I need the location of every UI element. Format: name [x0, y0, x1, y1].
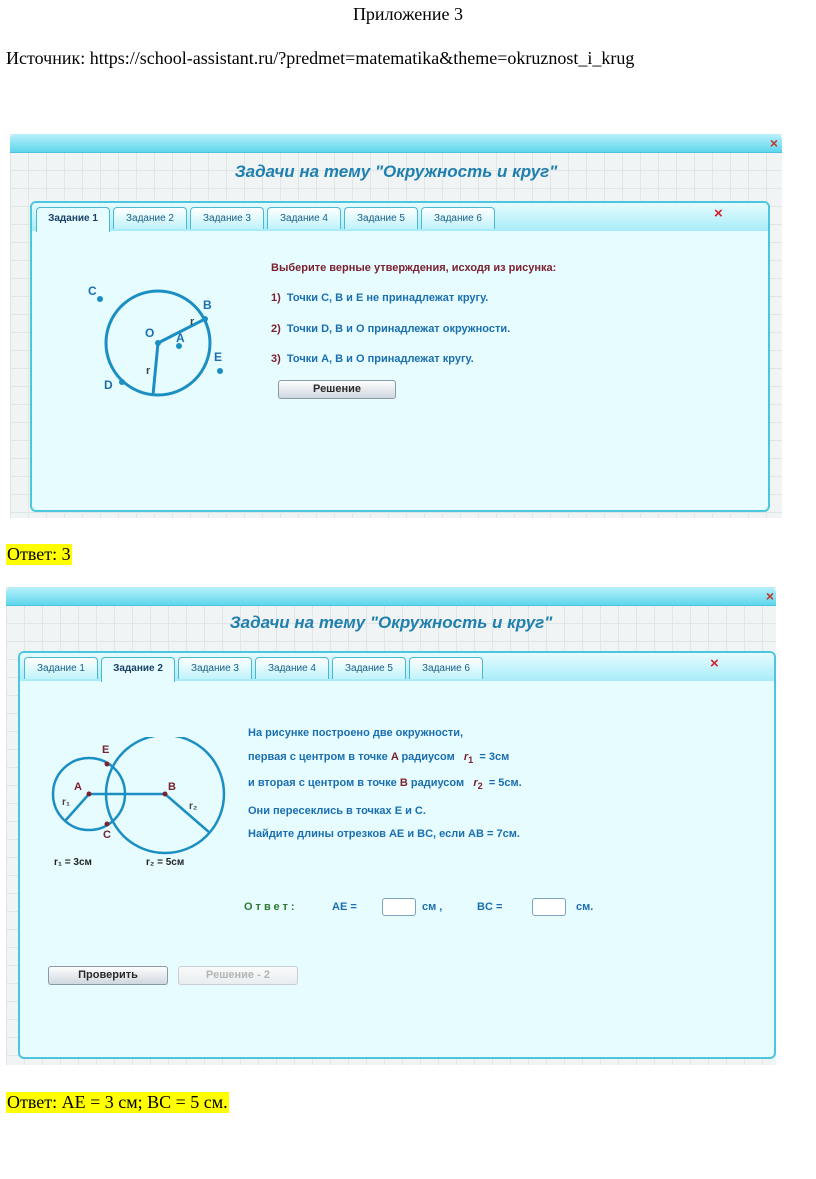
point-e	[217, 368, 223, 374]
tab-task-3[interactable]: Задание 3	[190, 207, 264, 229]
task-container	[30, 201, 770, 512]
label-a: A	[176, 331, 185, 345]
tab-task-5[interactable]: Задание 5	[344, 207, 418, 229]
answer-row	[244, 901, 298, 913]
window-titlebar	[10, 134, 782, 153]
line2-point: A	[390, 751, 399, 763]
task1-screenshot	[10, 134, 782, 518]
task1-question: Выберите верные утверждения, исходя из рисунка:	[271, 262, 557, 274]
task2-line-5: Найдите длины отрезков AE и BC, если AB = 7см.	[248, 828, 520, 840]
line2-text-a: первая с центром в точке	[248, 751, 388, 763]
close-tab-icon[interactable]: ×	[714, 205, 723, 222]
r1-subscript: 1	[468, 755, 474, 766]
task2-line-1: На рисунке построено две окружности,	[248, 727, 464, 739]
option-1-text: Точки C, B и E не принадлежат кругу.	[286, 292, 489, 304]
point-c	[97, 296, 103, 302]
answer-2: Ответ: AE = 3 см; BC = 5 см.	[7, 1092, 228, 1112]
answer-1: Ответ: 3	[7, 544, 71, 564]
unit-1: см ,	[422, 901, 443, 913]
r1-value: r₁ = 3см	[54, 857, 92, 868]
line3-text-a: и вторая с центром в точке	[248, 777, 397, 789]
task2-line-4: Они пересеклись в точках E и C.	[248, 805, 426, 817]
label-r2: r₂	[189, 801, 198, 812]
tab-task-4[interactable]: Задание 4	[255, 657, 329, 679]
tab-bar	[32, 203, 768, 231]
tab-task-3[interactable]: Задание 3	[178, 657, 252, 679]
option-2[interactable]	[271, 323, 510, 335]
two-circles-figure	[40, 737, 240, 877]
radius-r2	[165, 794, 210, 833]
tab-task-6[interactable]: Задание 6	[421, 207, 495, 229]
bc-label: BC =	[477, 901, 503, 913]
line3-point: B	[399, 777, 408, 789]
tab-task-4[interactable]: Задание 4	[267, 207, 341, 229]
tab-bar	[20, 653, 774, 681]
label-r1: r	[190, 316, 195, 328]
r2-symbol: r	[473, 777, 478, 789]
option-3[interactable]	[271, 353, 474, 365]
task-container	[18, 651, 776, 1059]
tab-task-2[interactable]: Задание 2	[101, 657, 175, 682]
r1-value: = 3см	[479, 751, 510, 763]
label-r1: r₁	[62, 797, 71, 808]
label-o: O	[145, 326, 155, 340]
point-a	[87, 792, 92, 797]
tab-task-5[interactable]: Задание 5	[332, 657, 406, 679]
r1-symbol: r	[463, 751, 469, 763]
label-d: D	[104, 378, 113, 392]
window-titlebar	[6, 587, 776, 606]
line3-text-b: радиусом	[410, 777, 465, 789]
radius-od	[153, 343, 158, 395]
label-a: A	[74, 781, 82, 793]
point-c	[105, 822, 110, 827]
option-3-text: Точки A, B и O принадлежат кругу.	[286, 353, 474, 365]
label-b: B	[203, 298, 212, 312]
r2-value: r₂ = 5см	[146, 857, 185, 868]
label-c: C	[88, 284, 97, 298]
tab-task-2[interactable]: Задание 2	[113, 207, 187, 229]
task2-screenshot	[6, 587, 776, 1065]
solution-button[interactable]: Решение	[278, 380, 396, 399]
check-button[interactable]: Проверить	[48, 966, 168, 985]
tab-task-1[interactable]: Задание 1	[24, 657, 98, 679]
task2-line-2	[248, 751, 509, 765]
source-line	[6, 48, 634, 69]
panel-title: Задачи на тему "Окружность и круг"	[229, 613, 553, 632]
window-close-icon[interactable]: ×	[765, 588, 774, 604]
point-d	[119, 379, 125, 385]
close-tab-icon[interactable]: ×	[710, 655, 719, 672]
label-e: E	[102, 744, 110, 756]
line2-text-b: радиусом	[401, 751, 455, 763]
panel-title: Задачи на тему "Окружность и круг"	[234, 162, 558, 181]
tab-task-6[interactable]: Задание 6	[409, 657, 483, 679]
option-3-number: 3)	[271, 353, 281, 365]
point-o	[155, 340, 161, 346]
document-title: Приложение 3	[352, 4, 464, 24]
ae-label: AE =	[332, 901, 357, 913]
r2-value: = 5см.	[488, 777, 522, 789]
option-2-text: Точки D, B и O принадлежат окружности.	[286, 323, 511, 335]
window-close-icon[interactable]: ×	[769, 135, 778, 151]
solution-2-button[interactable]: Решение - 2	[178, 966, 298, 985]
source-label: Источник:	[6, 48, 86, 68]
r2-subscript: 2	[477, 781, 483, 792]
point-e	[105, 762, 110, 767]
option-1[interactable]	[271, 292, 488, 304]
source-url[interactable]: https://school-assistant.ru/?predmet=matematika&theme=okruznost_i_krug	[89, 48, 635, 68]
label-b: B	[168, 781, 176, 793]
tab-task-1[interactable]: Задание 1	[36, 207, 110, 232]
circle-figure	[62, 265, 232, 405]
option-1-number: 1)	[271, 292, 281, 304]
ae-input[interactable]	[382, 898, 416, 916]
task2-line-3	[248, 777, 522, 791]
point-b	[163, 792, 168, 797]
unit-2: см.	[576, 901, 594, 913]
label-e: E	[214, 350, 223, 364]
point-b	[202, 316, 208, 322]
option-2-number: 2)	[271, 323, 281, 335]
bc-input[interactable]	[532, 898, 566, 916]
label-r2: r	[146, 365, 151, 377]
label-c: C	[103, 829, 111, 841]
answer-label: Ответ:	[244, 901, 298, 913]
